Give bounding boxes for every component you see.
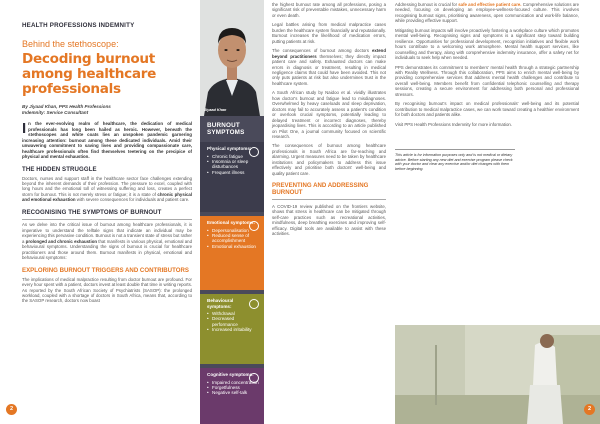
heading-preventing-burnout: PREVENTING AND ADDRESSING BURNOUT <box>272 182 369 197</box>
disclaimer: This article is for information purposes only and is not medical or dietary advice. Before starting any new diet and exercise program please check with your doctor and clear any exercise and/or diet changes with them before beginning. <box>395 149 515 171</box>
portrait-illustration <box>200 0 264 116</box>
band-physical <box>200 142 264 212</box>
paragraph: the highest burnout rate among all professions, posing a significant risk of preventable mistakes, unnecessary harm or even death. <box>272 2 386 18</box>
paragraph: PPS demonstrates its commitment to members' mental health through a strategic partnership with Reality Wellness. Through this collaboration, PPS aims to enrich mental well-being by providing comprehensive services that address mental health challenges and contribute to overall well-being. Members benefit from confidential telephonic counselling and therapy sessions, creating a secure environment for addressing both personal and professional stressors. <box>395 64 579 97</box>
paragraph: The consequences of burnout among healthcare professionals in South Africa are far-reaching and alarming. Urgent measures need to be taken by healthcare institutions and policymakers to address this issue effectively and prioritise both doctors' well-being and quality patient care. <box>272 143 386 176</box>
symptom-item: • Chronic fatigue <box>207 154 259 159</box>
article-kicker: Behind the stethoscope: <box>22 39 119 50</box>
page-number-left: 2 <box>6 404 17 415</box>
paragraph: A South African study by Naidoo et al. vividly illustrates how doctor's burnout and fatigue lead to misdiagnoses. Overwhelmed by heavy caseloads and sleep deprivation, doctors may fail to accurately assess a patient's condition or overlook crucial symptoms, potentially leading to delayed treatment or incorrect diagnoses, thereby jeopardising lives. This is according to an article published on Pilot One, a journal community focused on scientific research. <box>272 90 386 139</box>
symptom-item: • Decreased performance <box>207 316 259 327</box>
symptom-item: • Emotional exhaustion <box>207 244 259 249</box>
text-segment: The consequences of burnout among doctors <box>272 48 372 54</box>
paragraph <box>395 2 579 24</box>
byline <box>22 104 192 115</box>
text-emphasis: prolonged and chronic exhaustion <box>25 238 98 244</box>
band-label: Cognitive symptoms: <box>207 372 254 377</box>
band-behavioural <box>200 294 264 364</box>
photo-caption: Jiyaad Khan <box>204 108 227 112</box>
band-label: Behavioural symptoms: <box>207 298 234 309</box>
corridor-illustration <box>395 325 600 424</box>
symptom-item: • Withdrawal <box>207 311 259 316</box>
divider <box>272 199 386 200</box>
text-emphasis: chronic physical and emotional exhaustion <box>22 191 192 203</box>
symptom-item: • Reduced sense of accomplishment <box>207 233 259 244</box>
text-segment: themselves; they directly impact patient care and safety. Exhausted doctors can make errors in diagnosis or treatment, resulting in medical negligence claims that could have been avoided. This not only puts patients at risk but also undermines trust in the healthcare system. <box>272 53 386 86</box>
sidebar-title: BURNOUT SYMPTOMS <box>207 122 245 137</box>
symptom-item: • Forgetfulness <box>207 385 259 390</box>
text-emphasis: extend beyond practitioners <box>272 48 386 59</box>
band-label: Emotional symptoms: <box>207 220 255 225</box>
paragraph: A COVID-19 review published on the frontiers website, shows that stress in healthcare can be mitigated through self-care practices such as recreational activities, mindfulness, deep breathing exercises and improving self-efficacy. Digital tools are available to assist with these activities. <box>272 203 386 236</box>
lead-paragraph <box>22 121 192 159</box>
band-emotional <box>200 216 264 290</box>
paragraph: Mitigating burnout impacts will involve proactively fostering a workplace culture which promotes mental well-being. Recognising signs and symptoms is a significant step toward building resilience. Opportunities for professional development, recognition initiatives and flexible work hours contribute to a welcoming work atmosphere. Mental health support services, like counselling and therapy, along with comprehensive indemnity insurance, offer a safety net for individuals to seek help when needed. <box>395 27 579 61</box>
paragraph: By recognising burnout's impact on medical professionals' well-being and its potential contribution to medical malpractice cases, we can work toward creating a healthier environment for both doctors and patients alike. <box>395 101 579 118</box>
paragraph-hidden-struggle <box>22 176 192 203</box>
heading-hidden-struggle: THE HIDDEN STRUGGLE <box>22 165 97 173</box>
text-segment: with severe consequences for individuals and patient care. <box>75 197 190 203</box>
text-segment: that manifests in various physical, emotional and behavioural symptoms. Understanding the signs of burnout is crucial for healthcare practitioners and those around them. Burnout manifests in physical, emotional and behavioural symptoms: <box>22 238 192 261</box>
section-label: HEALTH PROFESSIONS INDEMNITY <box>22 22 135 29</box>
paragraph: Legal battles arising from medical malpractice cases burden the healthcare system financially and reputationally. Burnout increases the likelihood of medication errors, putting patients at risk. <box>272 22 386 44</box>
middle-column <box>272 0 386 236</box>
right-column <box>395 0 579 171</box>
divider <box>22 219 192 220</box>
hospital-corridor-photo <box>395 325 600 424</box>
band-label: Physical symptoms: <box>207 146 252 151</box>
text-segment: Addressing burnout is crucial for <box>395 2 459 7</box>
symptom-item: • Negative self-talk <box>207 390 259 395</box>
paragraph <box>272 48 386 86</box>
person-icon <box>249 299 259 309</box>
text-segment: Comprehensive solutions are needed, focusing on developing an employee-wellness-focused culture. This involves recognising burnout signs, prioritising awareness, open communication and work-life balance, while providing effective support. <box>395 2 579 24</box>
byline-role: Indemnity: Service Consultant <box>22 109 89 115</box>
paragraph-recognising-symptoms <box>22 222 192 260</box>
text-segment: Doctors, nurses and support staff in the healthcare sector face challenges extending beyond the inherent demands of their profession. The pressure to excel, coupled with long hours and the emotional toll of witnessing suffering and loss, creates a perfect storm for burnout. This is not merely stress or fatigue; it is a state of <box>22 175 192 197</box>
text-segment: As we delve into the critical issue of burnout among healthcare professionals, it is imperative to understand the telltale signs that indicate an individual may be experiencing this pervasive condition. Burnout is not a transient state of stress but rather a <box>22 222 192 244</box>
symptom-item: • Impaired concentration <box>207 380 259 385</box>
symptom-item: • Insomnia or sleep disturbances <box>207 159 259 170</box>
band-cognitive <box>200 368 264 424</box>
burnout-symptoms-sidebar <box>200 116 264 424</box>
author-portrait-photo <box>200 0 264 116</box>
heading-recognising-symptoms: RECOGNISING THE SYMPTOMS OF BURNOUT <box>22 208 162 216</box>
drop-cap: I <box>22 120 27 138</box>
paragraph-triggers: The implications of medical malpractice resulting from doctor burnout are profound. For every hour spent with a patient, doctors invest at least double that time in writing reports. As reported by the South African Society of Psychiatrists (SASOP): the prolonged workload, coupled with a shortage of doctors in South Africa, means that, according to the SASOP research, doctors now boast <box>22 276 192 304</box>
byline-name: By Jiyaad Khan, PPS Health Professions <box>22 104 111 110</box>
symptom-item: • Increased irritability <box>207 327 259 332</box>
symptom-item: • Depersonalisation <box>207 228 259 233</box>
page-number-right: 2 <box>584 404 595 415</box>
left-column <box>22 22 192 304</box>
pps-info-link[interactable]: Visit PPS Health Professions Indemnity for more information. <box>395 121 513 127</box>
text-emphasis: safe and effective patient care. <box>458 2 522 7</box>
article-headline: Decoding burnout among healthcare professionals <box>22 51 157 98</box>
symptom-item: • Frequent illness <box>207 170 259 175</box>
lead-text: n the ever-evolving realm of healthcare, the dedication of medical professionals has long been hailed as heroic. However, beneath the stethoscopes and white coats lies an unspoken pandemic garnering increasing attention: burnout among these dedicated individuals. Amid their unwavering commitment to saving lives and providing compassionate care, healthcare professionals often find themselves teetering on the precipice of physical and mental exhaustion. <box>22 121 192 160</box>
heading-triggers: EXPLORING BURNOUT TRIGGERS AND CONTRIBUTORS <box>22 266 189 274</box>
